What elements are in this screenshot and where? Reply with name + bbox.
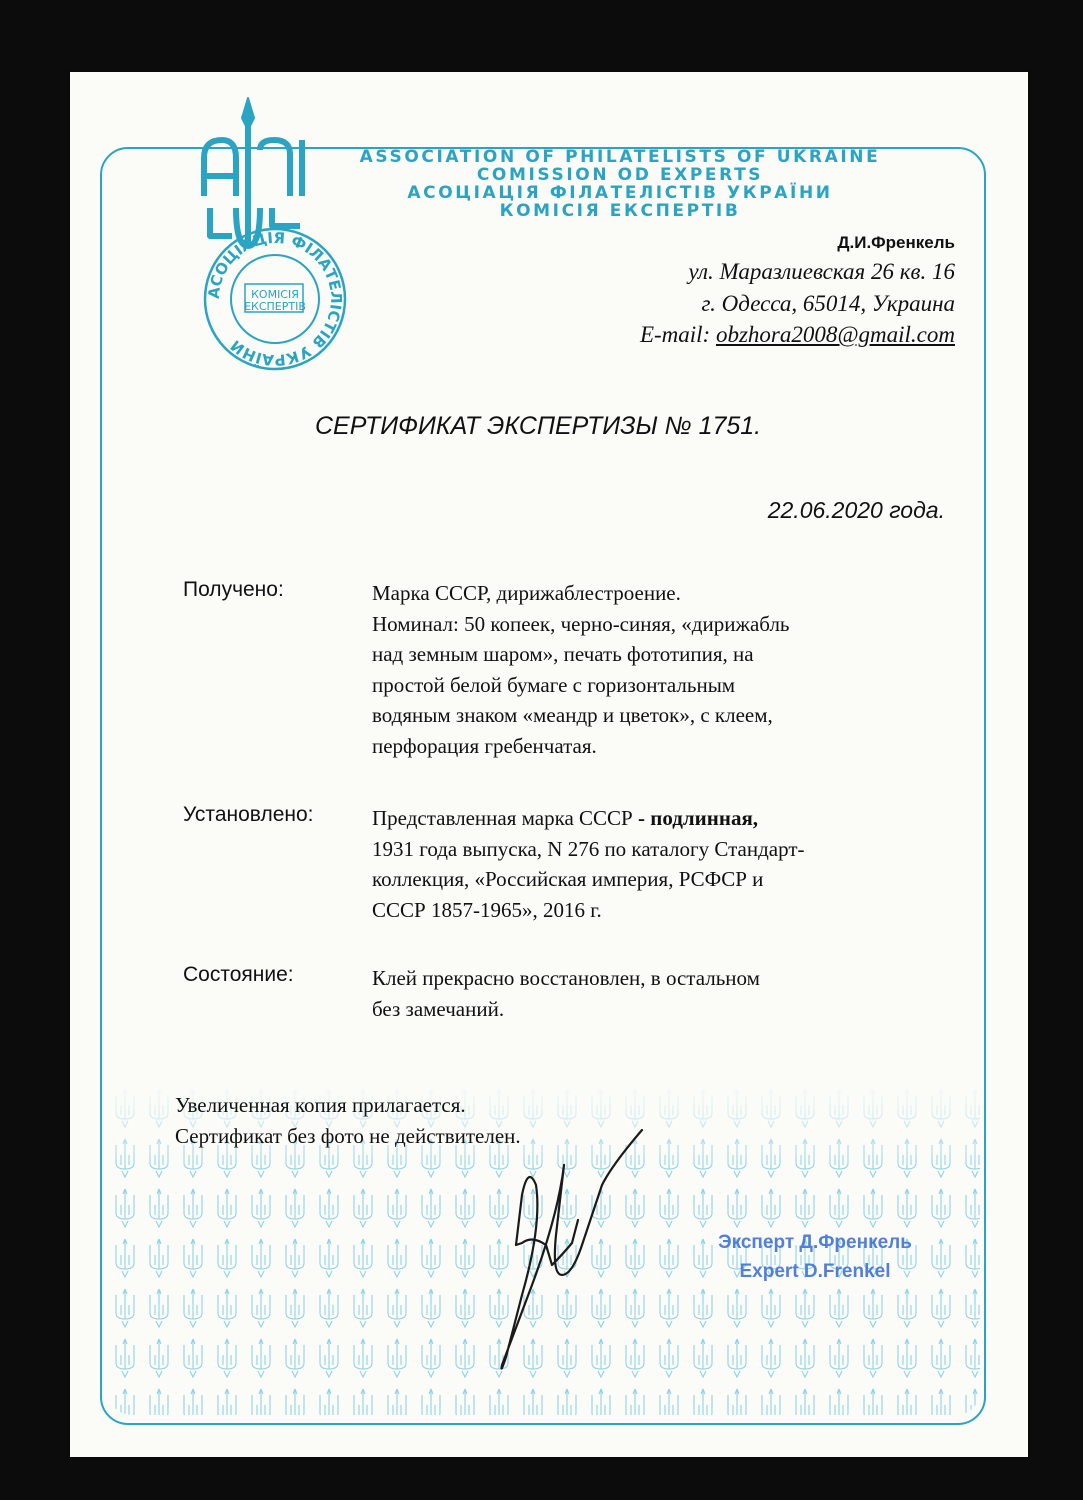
established-line: коллекция, «Российская империя, РСФСР и: [372, 867, 764, 891]
expert-seal: [200, 224, 350, 374]
address-city: г. Одесса, 65014, Украина: [701, 291, 955, 316]
stamp-line-en: Expert D.Frenkel: [739, 1261, 891, 1282]
condition-text: [372, 963, 972, 1024]
stamp-line-ru: Эксперт Д.Френкель: [718, 1232, 912, 1253]
address-street: ул. Маразлиевская 26 кв. 16: [688, 259, 955, 284]
note-copy-attached: Увеличенная копия прилагается.: [175, 1093, 466, 1117]
condition-line: без замечаний.: [372, 996, 505, 1021]
received-line: Номинал: 50 копеек, черно-синяя, «дирижабль: [372, 611, 790, 636]
established-line: [372, 803, 972, 834]
established-text: [372, 803, 972, 925]
seal-ring-text: АСОЦІАЦІЯ ФІЛАТЕЛІСТІВ УКРАЇНИ: [204, 228, 346, 370]
header-line-en-1: ASSOCIATION OF PHILATELISTS OF UKRAINE: [359, 147, 881, 167]
email-label: E-mail:: [639, 322, 711, 347]
received-line: Марка СССР, дирижаблестроение.: [372, 581, 681, 605]
received-line: простой белой бумаге с горизонтальным: [372, 672, 736, 697]
certificate-date: 22.06.2020 года.: [767, 497, 945, 523]
condition-label: Состояние:: [183, 963, 294, 986]
certificate-title: СЕРТИФИКАТ ЭКСПЕРТИЗЫ № 1751.: [315, 412, 762, 440]
seal-center-line2: ЕКСПЕРТІВ: [244, 300, 306, 313]
received-line: перфорация гребенчатая.: [372, 733, 597, 758]
address-email: [640, 322, 955, 348]
received-line: над земным шаром», печать фототипия, на: [372, 642, 754, 666]
received-text: [372, 578, 972, 761]
seal-center-line1: КОМІСІЯ: [251, 288, 299, 301]
signature: [462, 1125, 662, 1395]
condition-line: Клей прекрасно восстановлен, в остальном: [372, 966, 760, 990]
header-line-ua-1: АСОЦІАЦІЯ ФІЛАТЕЛІСТІВ УКРАЇНИ: [407, 183, 833, 203]
established-line-prefix: Представленная марка СССР: [372, 806, 633, 830]
received-line: водяным знаком «меандр и цветок», с клеем,: [372, 703, 773, 727]
authentic-verdict: - подлинная,: [632, 806, 759, 830]
header-line-en-2: COMISSION OD EXPERTS: [476, 165, 764, 185]
established-line: СССР 1857-1965», 2016 г.: [372, 897, 602, 922]
header-line-ua-2: КОМІСІЯ ЕКСПЕРТІВ: [499, 201, 741, 221]
note-photo-required: Сертификат без фото не действителен.: [175, 1124, 521, 1148]
expert-name: Д.И.Френкель: [837, 233, 955, 252]
email-link[interactable]: obzhora2008@gmail.com: [715, 322, 955, 347]
established-line: 1931 года выпуска, N 276 по каталогу Стандарт-: [372, 836, 805, 861]
established-label: Установлено:: [183, 803, 314, 826]
received-label: Получено:: [183, 578, 284, 601]
expert-stamp: [680, 1228, 950, 1286]
